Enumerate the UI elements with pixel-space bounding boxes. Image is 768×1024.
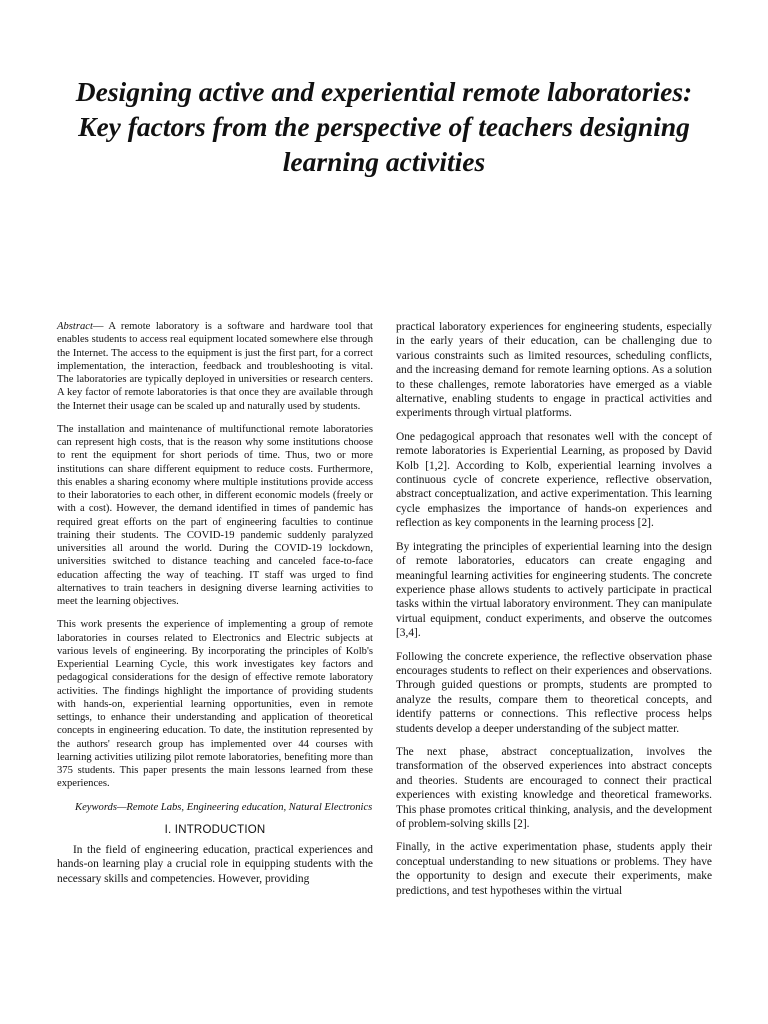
abstract-paragraph (57, 320, 373, 413)
keywords-paragraph (57, 801, 373, 814)
body-paragraph: practical laboratory experiences for engineering students, especially in the early years of their education, can be challenging due to various constraints such as limited resources, scheduling conflicts, and the increasing demand for remote learning options. As a solution to these challenges, remote laboratories have emerged as a viable alternative, enabling students to engage in practical activities and experiments through virtual platforms. (396, 321, 712, 420)
keywords-label: Keywords (75, 801, 117, 813)
body-paragraph: The next phase, abstract conceptualization, involves the transformation of the observed experiences into abstract concepts and theories. Students are encouraged to connect their practical experiences with existing knowledge and theoretical frameworks. This phase promotes critical thinking, analysis, and the development of problem-solving skills [2]. (396, 745, 712, 830)
body-paragraph: Finally, in the active experimentation phase, students apply their conceptual understanding to new situations or problems. They have the opportunity to design and execute their experiments, make predictions, and test hypotheses within the virtual (396, 841, 712, 897)
body-paragraph: The installation and maintenance of multifunctional remote laboratories can represent high costs, that is the reason why some institutions choose to rent the equipment for short periods of time. Thus, two or more institutions can share different equipment to reduce costs. Furthermore, this enables a sharing economy where multiple institutions provide access to their laboratories to each other, in different economic models (freely or with a cost). However, the demand identified in times of pandemic has required great efforts on the part of engineering faculties to continue training their students. The COVID-19 pandemic suddenly paralyzed universities all around the world. During the COVID-19 lockdown, universities switched to distance teaching and canceled face-to-face education affecting the way of teaching. IT staff was urged to find alternatives to train teachers in designing diverse learning activities to meet the learning objectives. (57, 423, 373, 607)
keywords-text: —Remote Labs, Engineering education, Natural Electronics (116, 801, 373, 813)
body-paragraph: By integrating the principles of experiential learning into the design of remote laboratories, educators can create engaging and meaningful learning activities for engineering students. The concrete experience phase allows students to actively participate in practical tasks within the virtual laboratory environment. They can manipulate virtual equipment, conduct experiments, and observe the outcomes [3,4]. (396, 540, 712, 640)
body-paragraph: In the field of engineering education, practical experiences and hands-on learning play a crucial role in equipping students with the necessary skills and competencies. However, providing (57, 844, 373, 885)
body-paragraph: This work presents the experience of implementing a group of remote laboratories in courses related to Electronics and Electric subjects at various levels of engineering. By incorporating the principles of Kolb's Experiential Learning Cycle, this work investigates key factors and pedagogical considerations for the design of effective remote laboratory activities. The findings highlight the importance of providing students with hands-on, experiential learning opportunities, even in remote settings, to enhance their understanding and application of theoretical concepts in engineering education. To date, the institution represented by the authors' research group has implemented over 44 courses with learning activities utilizing pilot remote laboratories, benefiting more than 375 students. This paper presents the main lessons learned from these experiences. (57, 619, 373, 790)
abstract-text: — A remote laboratory is a software and hardware tool that enables students to access real equipment located somewhere else through the Internet. The access to the equipment is just the first part, for a correct implementation, the interaction, feedback and troubleshooting is vital. The laboratories are typically deployed in universities or research centers. A key factor of remote laboratories is that once they are available through the Internet their usage can be scaled up and naturally used by students. (57, 321, 373, 412)
paper-title: Designing active and experiential remote laboratories: Key factors from the perspective of teachers designing learning activities (75, 76, 693, 177)
body-paragraph: Following the concrete experience, the reflective observation phase encourages students to reflect on their experiences and observations. Through guided questions or prompts, students are prompted to analyze the results, compare them to theoretical concepts, and identify patterns or connections. This reflective process helps students develop a deeper understanding of the subject matter. (396, 650, 712, 735)
body-paragraph: One pedagogical approach that resonates well with the concept of remote laboratories is Experiential Learning, as proposed by David Kolb [1,2]. According to Kolb, experiential learning involves a continuous cycle of concrete experience, reflective observation, abstract conceptualization, and active experimentation. This learning cycle emphasizes the importance of hands-on experiences and reflection as key components in the learning process [2]. (396, 430, 712, 530)
right-column (396, 320, 712, 907)
section-heading-introduction: I. INTRODUCTION (164, 823, 266, 836)
left-column (57, 320, 373, 896)
abstract-label: Abstract (57, 321, 93, 332)
